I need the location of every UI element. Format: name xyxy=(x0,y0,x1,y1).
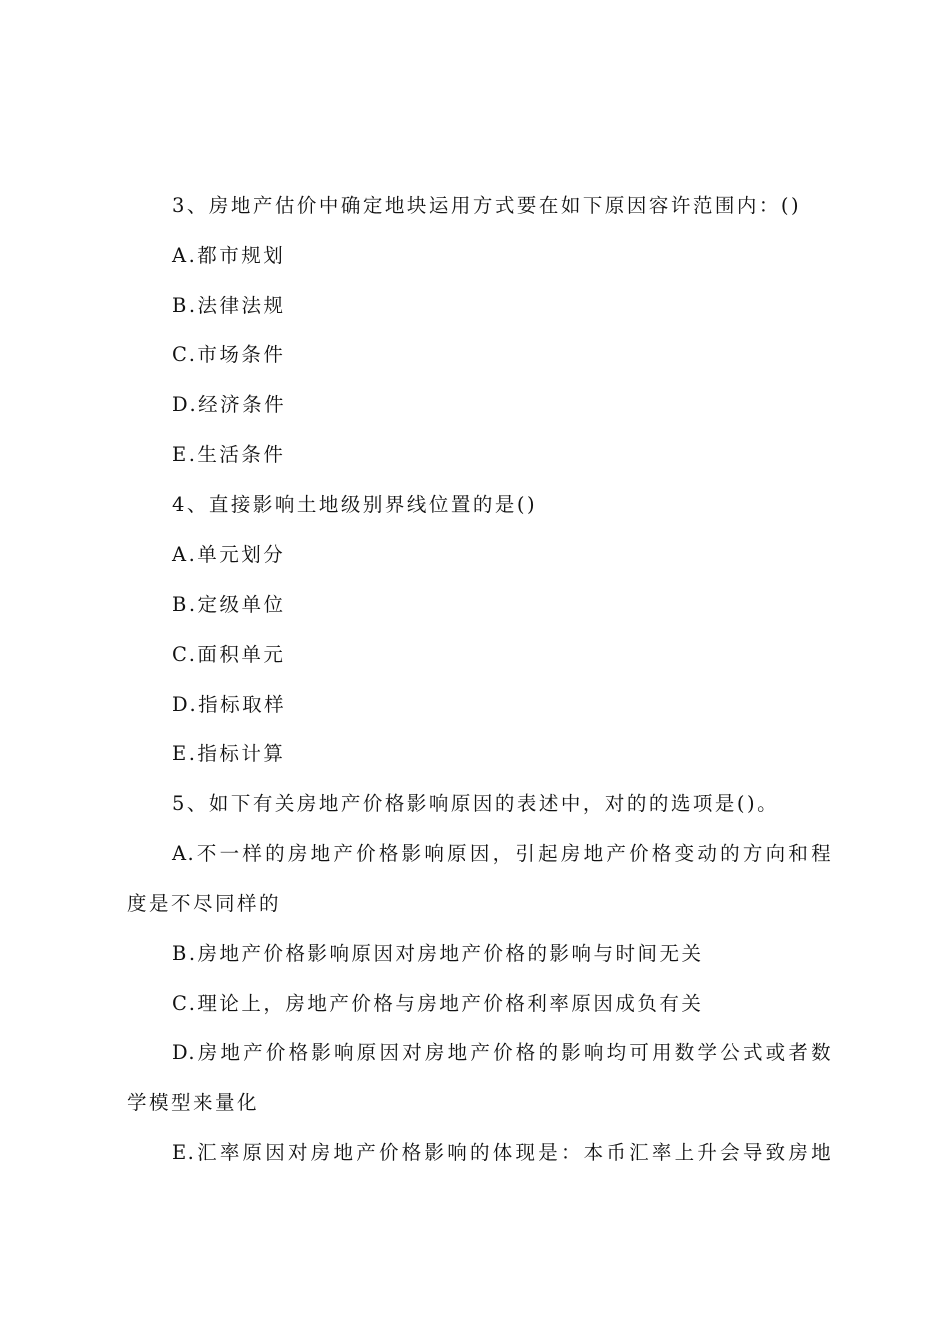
question-4-stem: 4、直接影响土地级别界线位置的是() xyxy=(172,493,538,516)
question-4-option-c: C.面积单元 xyxy=(172,643,286,666)
question-4-option-a: A.单元划分 xyxy=(172,543,286,566)
question-4-option-e: E.指标计算 xyxy=(172,742,286,765)
question-5-option-d-line1: D.房地产价格影响原因对房地产价格的影响均可用数学公式或者数 xyxy=(172,1041,832,1064)
question-3-stem: 3、房地产估价中确定地块运用方式要在如下原因容许范围内：() xyxy=(172,194,802,217)
question-5-option-d-line2: 学模型来量化 xyxy=(127,1091,260,1114)
question-3-option-c: C.市场条件 xyxy=(172,343,286,366)
question-5-option-a-line2: 度是不尽同样的 xyxy=(127,892,282,915)
question-5-option-b: B.房地产价格影响原因对房地产价格的影响与时间无关 xyxy=(172,942,704,965)
question-5-option-a-line1: A.不一样的房地产价格影响原因，引起房地产价格变动的方向和程 xyxy=(172,842,832,865)
question-5-option-c: C.理论上，房地产价格与房地产价格利率原因成负有关 xyxy=(172,992,704,1015)
question-5-stem: 5、如下有关房地产价格影响原因的表述中，对的的选项是()。 xyxy=(172,792,780,815)
question-3-option-e: E.生活条件 xyxy=(172,443,286,466)
question-5-option-e-line1: E.汇率原因对房地产价格影响的体现是：本币汇率上升会导致房地 xyxy=(172,1141,832,1164)
question-3-option-d: D.经济条件 xyxy=(172,393,287,416)
question-3-option-b: B.法律法规 xyxy=(172,294,286,317)
question-4-option-d: D.指标取样 xyxy=(172,693,287,716)
question-4-option-b: B.定级单位 xyxy=(172,593,286,616)
question-3-option-a: A.都市规划 xyxy=(172,244,286,267)
